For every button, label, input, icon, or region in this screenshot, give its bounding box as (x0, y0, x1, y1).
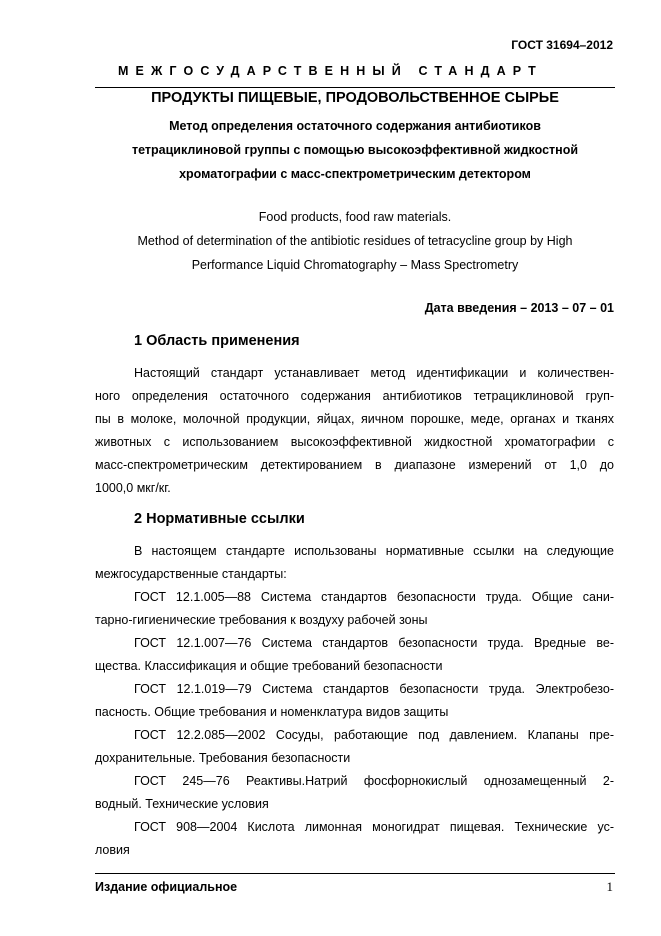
paragraph-line: ГОСТ 908—2004 Кислота лимонная моногидрат пищевая. Технические ус- (134, 820, 614, 834)
references-intro-paragraph (95, 540, 614, 586)
section-heading-references: 2 Нормативные ссылки (134, 511, 305, 527)
paragraph-line: водный. Технические условия (95, 797, 269, 811)
english-title-line: Performance Liquid Chromatography – Mass Spectrometry (191, 258, 519, 272)
header-rule (95, 87, 615, 88)
subtitle-line: тетрациклиновой группы с помощью высокоэффективной жидкостной (131, 143, 579, 157)
paragraph-line: дохранительные. Требования безопасности (95, 751, 351, 765)
paragraph-line: ГОСТ 12.2.085—2002 Сосуды, работающие под давлением. Клапаны пре- (134, 728, 614, 742)
scope-paragraph (95, 362, 614, 500)
paragraph-line: щества. Классификация и общие требований безопасности (95, 659, 443, 673)
page-number: 1 (606, 879, 613, 894)
paragraph-line: Настоящий стандарт устанавливает метод идентификации и количествен- (134, 366, 614, 380)
paragraph-line: пы в молоке, молочной продукции, яйцах, яичном порошке, меде, органах и тканях (95, 412, 614, 426)
english-title-line: Method of determination of the antibiotic residues of tetracycline group by High (137, 234, 573, 248)
document-title: ПРОДУКТЫ ПИЩЕВЫЕ, ПРОДОВОЛЬСТВЕННОЕ СЫРЬЕ (151, 90, 559, 106)
paragraph-line: ГОСТ 12.1.005—88 Система стандартов безопасности труда. Общие сани- (134, 590, 614, 604)
paragraph-line: 1000,0 мкг/кг. (95, 481, 171, 495)
reference-entry (95, 724, 614, 770)
footer-rule (95, 873, 615, 874)
standard-type-banner: МЕЖГОСУДАРСТВЕННЫЙ СТАНДАРТ (118, 64, 543, 78)
paragraph-line: пасность. Общие требования и номенклатура видов защиты (95, 705, 449, 719)
paragraph-line: В настоящем стандарте использованы нормативные ссылки на следующие (134, 544, 614, 558)
reference-entry (95, 678, 614, 724)
paragraph-line: ного определения остаточного содержания антибиотиков тетрациклиновой груп- (95, 389, 614, 403)
section-heading-scope: 1 Область применения (134, 333, 300, 349)
paragraph-line: ловия (95, 843, 130, 857)
paragraph-line: животных с использованием высокоэффективной жидкостной хроматографии с (95, 435, 614, 449)
subtitle-line: хроматографии с масс-спектрометрическим детектором (179, 167, 531, 181)
subtitle-line: Метод определения остаточного содержания антибиотиков (169, 119, 541, 133)
paragraph-line: ГОСТ 12.1.007—76 Система стандартов безопасности труда. Вредные ве- (134, 636, 614, 650)
reference-entry (95, 770, 614, 816)
english-title (95, 205, 615, 277)
paragraph-line: ГОСТ 245—76 Реактивы.Натрий фосфорнокислый однозамещенный 2- (134, 774, 614, 788)
edition-label: Издание официальное (95, 880, 238, 894)
english-title-line: Food products, food raw materials. (258, 210, 452, 224)
paragraph-line: межгосударственные стандарты: (95, 567, 287, 581)
paragraph-line: ГОСТ 12.1.019—79 Система стандартов безопасности труда. Электробезо- (134, 682, 614, 696)
reference-entry (95, 632, 614, 678)
paragraph-line: тарно-гигиенические требования к воздуху рабочей зоны (95, 613, 428, 627)
document-subtitle (95, 114, 615, 186)
reference-entry (95, 816, 614, 862)
reference-entry (95, 586, 614, 632)
introduction-date: Дата введения – 2013 – 07 – 01 (424, 301, 614, 315)
document-number: ГОСТ 31694–2012 (511, 38, 613, 52)
paragraph-line: масс-спектрометрическим детектированием в диапазоне измерений от 1,0 до (95, 458, 614, 472)
